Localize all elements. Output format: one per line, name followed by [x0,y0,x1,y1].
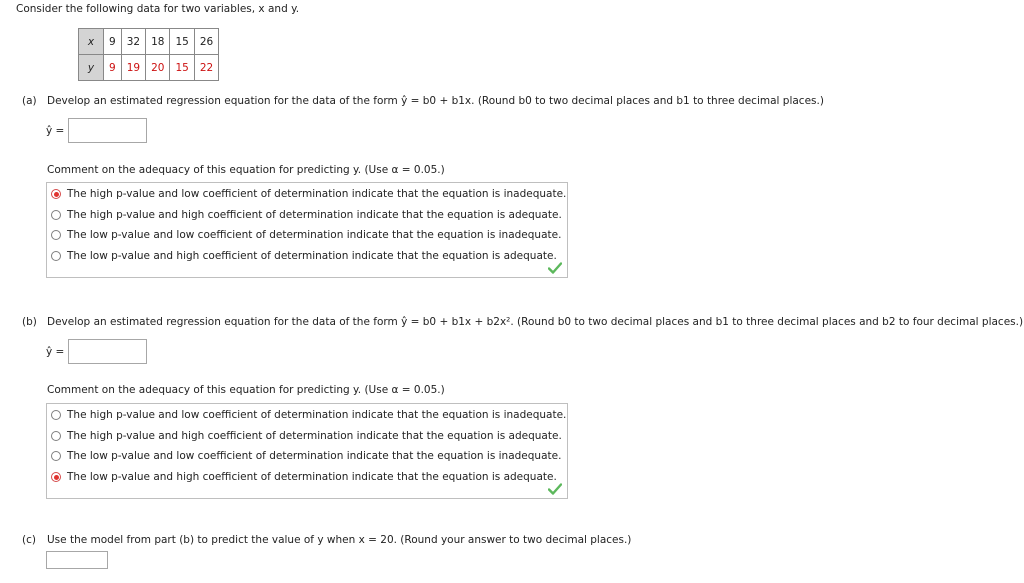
part-b-yhat-label: ŷ = [46,346,65,358]
check-icon [548,483,562,495]
option-label: The high p-value and high coefficient of determination indicate that the equation is adequate. [67,209,562,221]
radio-button[interactable] [51,210,61,220]
part-b-option-2[interactable] [51,427,562,445]
part-a-question [22,95,824,107]
part-b-options [46,403,568,499]
table-header-x: x [79,29,104,55]
data-table [78,28,219,81]
part-c-label: (c) [22,534,36,546]
part-a-label: (a) [22,95,37,107]
radio-button[interactable] [51,230,61,240]
table-cell: 18 [146,29,170,55]
table-cell: 9 [104,55,122,81]
radio-button[interactable] [51,251,61,261]
table-cell: 19 [121,55,145,81]
part-a-option-1[interactable] [51,185,566,203]
table-row-y [79,55,219,81]
part-c-answer-input[interactable] [46,551,108,569]
part-a-option-3[interactable] [51,226,561,244]
option-label: The low p-value and low coefficient of determination indicate that the equation is inadequate. [67,229,562,241]
intro-text: Consider the following data for two variables, x and y. [16,3,300,15]
part-b-option-4[interactable] [51,468,557,486]
part-b-question [22,316,1023,328]
table-cell: 15 [170,29,194,55]
part-a-yhat-label: ŷ = [46,125,65,137]
radio-button[interactable] [51,410,61,420]
radio-button[interactable] [51,472,61,482]
part-b-equation-input[interactable] [68,339,147,364]
part-a-equation-input[interactable] [68,118,147,143]
part-b-option-3[interactable] [51,447,561,465]
radio-button[interactable] [51,431,61,441]
option-label: The high p-value and high coefficient of determination indicate that the equation is adequate. [67,430,562,442]
option-label: The low p-value and high coefficient of determination indicate that the equation is adequate. [67,471,557,483]
part-a-comment: Comment on the adequacy of this equation for predicting y. (Use α = 0.05.) [47,164,445,176]
table-header-y: y [79,55,104,81]
table-cell: 22 [194,55,218,81]
radio-button[interactable] [51,451,61,461]
table-cell: 15 [170,55,194,81]
part-c-prompt: Use the model from part (b) to predict the value of y when x = 20. (Round your answer to two decimal places.) [47,534,632,546]
table-cell: 9 [104,29,122,55]
part-b-option-1[interactable] [51,406,566,424]
check-icon [548,262,562,274]
table-row-x [79,29,219,55]
part-b-prompt: Develop an estimated regression equation for the data of the form ŷ = b0 + b1x + b2x². (Round b0 to two decimal places and b1 to three decimal places and b2 to four decimal places.) [47,316,1024,328]
part-a-option-4[interactable] [51,247,557,265]
part-a-option-2[interactable] [51,206,562,224]
option-label: The low p-value and high coefficient of determination indicate that the equation is adequate. [67,250,557,262]
table-cell: 32 [121,29,145,55]
option-label: The low p-value and low coefficient of determination indicate that the equation is inadequate. [67,450,562,462]
table-cell: 26 [194,29,218,55]
part-a-prompt: Develop an estimated regression equation for the data of the form ŷ = b0 + b1x. (Round b0 to two decimal places and b1 to three decimal places.) [47,95,824,107]
part-c-question [22,534,631,546]
part-a-options [46,182,568,278]
radio-button[interactable] [51,189,61,199]
part-b-comment: Comment on the adequacy of this equation for predicting y. (Use α = 0.05.) [47,384,445,396]
option-label: The high p-value and low coefficient of determination indicate that the equation is inadequate. [67,188,567,200]
option-label: The high p-value and low coefficient of determination indicate that the equation is inadequate. [67,409,567,421]
part-b-label: (b) [22,316,37,328]
table-cell: 20 [146,55,170,81]
